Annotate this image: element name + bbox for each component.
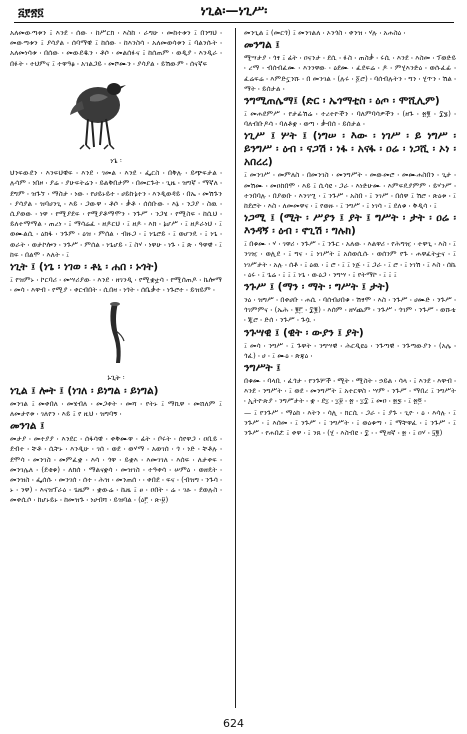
entry-heading: ነጊል ፤ ሎት ፤ (ነገለ ፡ ይነግል ፡ ይነግል) (10, 384, 159, 397)
paragraph: ንዕ ፡ ዝግሥ ፡ በቀሀቡ ፡ ሐሲ ፡ ባሰብሀበቁ ፡ ሽፃሞ ፡ እስ ፡ ንጉሥ ፡ ሀሙድ ፡ ንጉሥ ፡ ጎገምምና ፡ (ኤሕ ፡ ፪፫ ፡ ፰፪) ፡ እሰም ፡ ዘሃጨም ፡ ንጉሥ ፡ ጎገም ፡ ንጉሥ ፡ ወሹቴ ፡ ጂሮ ፡ ድሰ ፡ ንጉሥ ፡ ጉሷ ፡ (244, 295, 456, 325)
figure-caption: ነጌ ፡ (110, 156, 122, 166)
paragraph: መንጊል ፤ (መርጎ) ፤ መንገልለ ፡ ኦንጎስ ፡ ቀንዝ ፡ ሃሉ ፡ አሐስዕ ፡ (244, 28, 406, 37)
entry-heading: መንግል ፤ (244, 39, 280, 52)
entry-heading: ንግሚጠሌማ፤ (ድር ፡ ኤጎማቲስ ፡ ዕጦ ፡ ሞሺሊም) (244, 95, 440, 108)
paragraph: መታያ ፡ መተያያ ፡ እንደር ፡ ሰፋሳዊ ፡ ቀቅሙዋ ፡ ፊት ፡ ቦሩት ፡ ሰየዋጋ ፡ ዐቢይ ፡ ደብተ ፡ ቸቶ ፡ ሲቸኑ ፡ እንዲሁ ፡ ገሰ ፡ ወደ ፡ ወሃማ ፡ አወገሰ ፡ ጎ ፡ ነድ ፡ ቸቶሉ ፡ ደሞሳ ፡ መንገስ ፡ መምፈቋ ፡ እሳ ፡ ጎዋ ፡ ይቋእ ፡ እመገገለ ፡ እሰፍ ፡ ለታቀፍ ፡ መንገሌለ ፡ (ደቂቁ) ፡ ለክሰ ፡ ማልናቋሳ ፡ መዝገስ ፡ ተዓቀሳ ፡ ሠምዕ ፡ ወዘዴት ፡ መንዝስ ፡ ፌሰሱ ፡ መንገሰ ፡ ሰተ ፡ ሕዝ ፡ መንጠሰ ፡ ፡ ቀበደ ፡ ፍና ፡ (ብዝግ ፡ ንጉሳ ፡ ኑ ፡ ንዋ) ፡ እናዝፕራዕ ፡ ጌዜም ፡ ቋውሬ ፡ ኬዜ ፤ ፀ ፡ ዐበት ፡ ሬ ፡ ገፁ ፡ ደወሉስ ፡ መቀሲሶ ፡ ከሆኑይኑ ፡ ከመዝጉ ፡ ነሀብሻ ፡ ይዝባል ፡ (ዕ፫ ፡ ጵ፡፱) (10, 434, 222, 505)
header-left-mark: ፭፻፳፬ (18, 6, 44, 19)
running-title: ነጊል፡—ነጊሥ፡ (200, 4, 268, 19)
paragraph: መንገል ፤ መቀበለ ፡ መሄብለ ፡ መጋቀት ፡ መሻ ፡ የትኑ ፤ ማኪዋ ፡ መሸለም ፤ ለመታየቱ ፡ ገለየን ፡ እይ ፤ የ ዚህ ፡ ዝግባኝ ፡ (10, 398, 222, 419)
header-rule (14, 22, 454, 23)
entry-heading: መንገል ፤ (10, 420, 45, 433)
paragraph: — ፤ የንጉሥ ፡ ማዕከ ፡ እትን ፡ ሳሊ ፡ ክርሲ ፡ ጋራ ፡ ፤ ያጉ ፡ ጊዮ ፡ ዕ ፡ እሳሉ ፡ ፤ ንጉሥ ፡ ፤ እሰመ ፡ ፤ ንጉሥ ፡ ፤ ንግሥት ፡ ፤ ወዕቁጣ ፡ ፤ ማቸዋፈ ፡ ፤ ንጉሥ ፡ ፤ ንጉሥ ፡ የሐበሯ ፤ ቀዋ ፡ ፤ ንጸ ፡ (ሂ ፡ እስብዩ ፡ ፰ ፡ ፡ ሚዛኛ ፡ ፳ ፡ ፤ ዐሃ ፡ ፶፪) (244, 407, 456, 438)
paragraph: በቁሙ ፡ ባላቢ ፡ ፈጎታ ፡ የንጉሦች ፡ ሚት ፡ ሚስት ፡ ኃይል ፡ ሳላ ፡ ፤ እንደ ፡ እዋብ ፡ እንደ ፡ ንግሥት ፡ ፤ ወደ ፡ መንግሥት ፤ አተርዋስ ፡ ሣም ፡ ንጉሥ ፡ ማበረ ፤ ንግሥት ፡ ኢትዮጵያ ፡ ንግሥታት ፡ ቋ ፡ ደ፲ ፡ ፲፱ ፡ ፳ ፡ ፲፰ ፤ መዐ ፡ ፳፯ ፡ ፤ ፳፬ ፡ (244, 376, 456, 406)
paragraph: ፤ መሳ ፡ ንግሥ ፡ ፤ ጉዋት ፡ ንግሣዊ ፡ ሕርዲዩዕ ፡ ንጉጣዊ ፡ ንጉጣውያን ፡ (አሌ ፡ ጎፈ) ፡ ሀ ፡ ፤ ሙዕ ፡ ጽጃዕ ፡ (244, 340, 456, 360)
right-column (244, 28, 456, 708)
entry-heading: ንግሥት ፤ (244, 362, 281, 375)
paragraph: ፤ የዝምኑ ፡ ኮርባሪ ፡ መሣሪያው ፡ እንደ ፡ ዘገንዲ ፡ የሚቋቷሳ ፡ የሚሰጠዶ ፡ ኬሎማ ፡ መሳ ፡ እዋብ ፡ የሚያ ፡ ቀርብበት ፡ ሲበዛ ፡ ነጎት ፡ ሰቤቃተ ፡ ነጉሮተ ፡ ይዝይም ፡ (10, 275, 222, 295)
paragraph: ፤ መሐደምሥ ፡ የታፊሽሬ ፡ ተረተዮችን ፡ ባለምባሳዎችን ፡ (ዘጉ ፡ ፳፪ ፡ ፰፮) ፡ ባለብቡዶሳ ፡ ባለቶቋ ፡ ወጣ ፡ ቃብሰ ፡ ይሰታል ፡ (244, 109, 456, 129)
paragraph: አለመውጣቱን ፤ እንደ ፡ ሰው ፡ ከሥርክ ፡ እስከ ፡ ራግሁ ፡ መከተቱን ፤ በንግህ ፡ መውጣቱን ፤ ያሳያል ፡ ሰባማዊ ፤ ከሰው ፡ ከእንስሳ ፡ አለመወሳቱን ፤ ባልንሱት ፡ አለመነሳቱ ፡ በሰው ፡ መውደዱን ፡ ቶሶ ፡ መልሰፉና ፤ ከሰጠም ፡ ወዲያ ፡ እንዲራ ፡ በፉት ፡ ተህምና ፤ ተዋዓፅ ፡ አገልጋይ ፡ መሾሙን ፡ ያሳያል ፡ ይሽውም ፡ ሰናኛፍ (10, 28, 222, 68)
page-number: 624 (223, 717, 244, 730)
figure-caption: ኑጊት ፡ (107, 372, 125, 382)
column-divider (235, 28, 236, 708)
entry-heading: ንጉሣዊ ፤ (ዊት ፡ ውያን ፤ ያት) (244, 326, 364, 339)
bird-illustration (10, 73, 222, 154)
paragraph: ፤ መንገሥ ፡ መምለስ ፡ በመንገስ ፡ መንግሥት ፡ መውመሮ ፡ መሙሐስበን ፡ ጊታ ፡ መሽሙ ፡ መዐከበሞ ፡ እይ ፤ ሲሳዩ ፡ ጋራ ፡ እነድሁሙ ፡ እምፍዴያምም ፡ ይሃንሥ ፡ ተንበባሉ ፡ በያወቡ ፡ እንገሢ ፡ ፤ ንጉሥ ፡ አስበ ፡ ፤ ንገሥ ፡ በሰዋ ፤ ሽሮ ፡ ጽዕቱ ፡ ፤ ከደሮት ፡ እስ ፡ ለመመዋና ፡ ፤ የወዙ ፡ ፤ ንግሥ ፡ ፤ ነገሳ ፡ ፤ ደለቁ ፡ ቅዲሳ ፡ ፤ (244, 170, 456, 211)
paragraph: ፤ በቁሙ ፡ ሃ ፡ ገዋሪ ፡ ንጉሥ ፡ ፤ ንጉር ፡ አለው ፡ እልዋሪ ፡ የሕግዢ ፡ ተዋጊ ፡ እስ ፡ ፤ ንገዢ ፡ ወሊደ ፡ ፤ ግና ፡ ፤ ነገሥት ፤ አሰወሲሱ ፡ ወሰንም የጉ ፡ ሐዋፈትቷና ፡ ፤ ነገሥታት ፡ አሉ ፡ ሰቶ ፡ ፤ ዕዉ ፡ ፤ ሮ ፡ ፤ ፤ ነጅ ፡ ፤ ጋራ ፡ ፤ ሮ ፡ ፤ ነገሽ ፡ ፤ እስ ፡ ሰኬ ፡ ዕሩ ፡ ፤ ጌሬ ፡ ፤ ፤ ፤ ነጌ ፡ ውዕጋ ፡ ንግሣ ፡ ፤ የትማኮ ፡ ፤ ፤ ፤ (244, 239, 456, 279)
entry-heading: ንጉሥ ፤ (ማን ፡ ማት ፡ ግሥት ፤ ታት) (244, 281, 390, 294)
left-column (10, 28, 222, 708)
horn-illustration (10, 299, 222, 370)
paragraph: ህንፍውደን ፡ እንፍህዊፍ ፡ እንደ ፡ ገመል ፡ እንደ ፡ ፌርስ ፡ በቅሉ ፡ ይጭፍታል ፡ ሉሳም ፡ ነበዞ ፡ ያሬ ፡ ያሁፍትሬን ፡ ይልቅበታም ፡ በመርጉት ፡ ጊዜ ፡ ዝግኛ ፡ ማኛለ ፡ ደግም ፡ ዝጉኘ ፡ ማስታ ፡ ነው ፡ የሀይኑይተ ፡ ሀይኩኔተን ፡ እንዲወዳይ ፡ በኤ ፡ መሽጉን ፡ ያሳያል ፡ ዝባሀንጊ ፡ እይ ፡ ጋውዋ ፡ ቶሶ ፡ ቃቶ ፡ ሰሰቡው ፡ እኔ ፡ ንጋያ ፡ ስዉ ፡ ሲያወው ፡ ነዋ ፡ የሚያደፍ ፡ የሚያቶማሞን ፡ ንጉሥ ፡ ንጋሄ ፡ የሚስፍ ፡ ከሲህ ፡ ይለተማማል ፡ ጠረነ ፡ ፤ ማሳሬፈ ፡ ዘዶርህ ፡ ፤ ዘዶ ፡ እክ ፡ ኔሆሥ ፡ ፤ ዘዶራነህ ፡ ፤ ወሙልሲ ፡ ዕክፋ ፡ ንጉም ፡ ዕዝ ፡ ምሰል ፡ ብዙጋ ፡ ፤ ነጌሮይ ፡ ፤ ወሆንዴ ፡ ፤ ነጌ ፡ ወራት ፡ ወታኮሎን ፡ ንጉሥ ፡ ምሰል ፡ ነጌሆይ ፡ ፤ ስሃ ፡ ነዋሁ ፡ ነጉ ፡ ፤ ጽ ፡ ዓዋዊ ፡ ፤ ከፍ ፡ በልሞ ፡ እለት ፡ ፤ (10, 168, 222, 259)
page-header (14, 4, 454, 24)
entry-heading: ነጊት ፤ (ነጌ ፡ ነገወ ፡ ቶኒ ፡ ሐበ ፡ ኑጎት) (10, 261, 159, 274)
paragraph: ሚሣታያ ፡ ጎፃ ፤ ፊት ፡ ዐናንታ ፡ ደሲ ፡ ፉስ ፡ ጠስቃ ፡ ሩሲ ፡ እንደ ፡ እስመ ፡ ፕወድይ ፡ ረማ ፡ ብሰብፈሙ ፡ እንንዋው ፡ ዕደሙ ፡ ፈደፍሬ ፡ ዶ ፡ ምሂእንድዕ ፡ ወሱፈፊ ፡ ፈሬፍሬ ፡ እምድኗንሹ ፡ በ መንገል ፡ (ሉሩ ፡ ፩ሮ) ፡ ባሰብሉትን ፡ ግን ፡ ሂጥን ፡ ሽል ፡ ማት ፡ ይሰታል ፡ (244, 53, 456, 93)
entry-heading: ነጊሥ ፤ ሦት ፤ (ነግሠ ፡ እው ፡ ነገሥ ፡ ይ ነግሥ ፡ ይንግሥ ፡ ዕብ ፡ ናጋሽ ፡ ነፋ ፡ አናፋ ፡ ዐሬ ፡ ነጋሺ ፡ ኦነ ፡ አበረረ) (244, 130, 456, 169)
entry-heading: ነጋሚ ፤ (ሚት ፡ ሥያን ፤ ያት ፤ ግሥት ፡ ታት ፡ ዐሬ ፡ እንዳኝ ፡ ዕብ ፡ ኖጊሽ ፡ ግሉክ) (244, 212, 456, 238)
